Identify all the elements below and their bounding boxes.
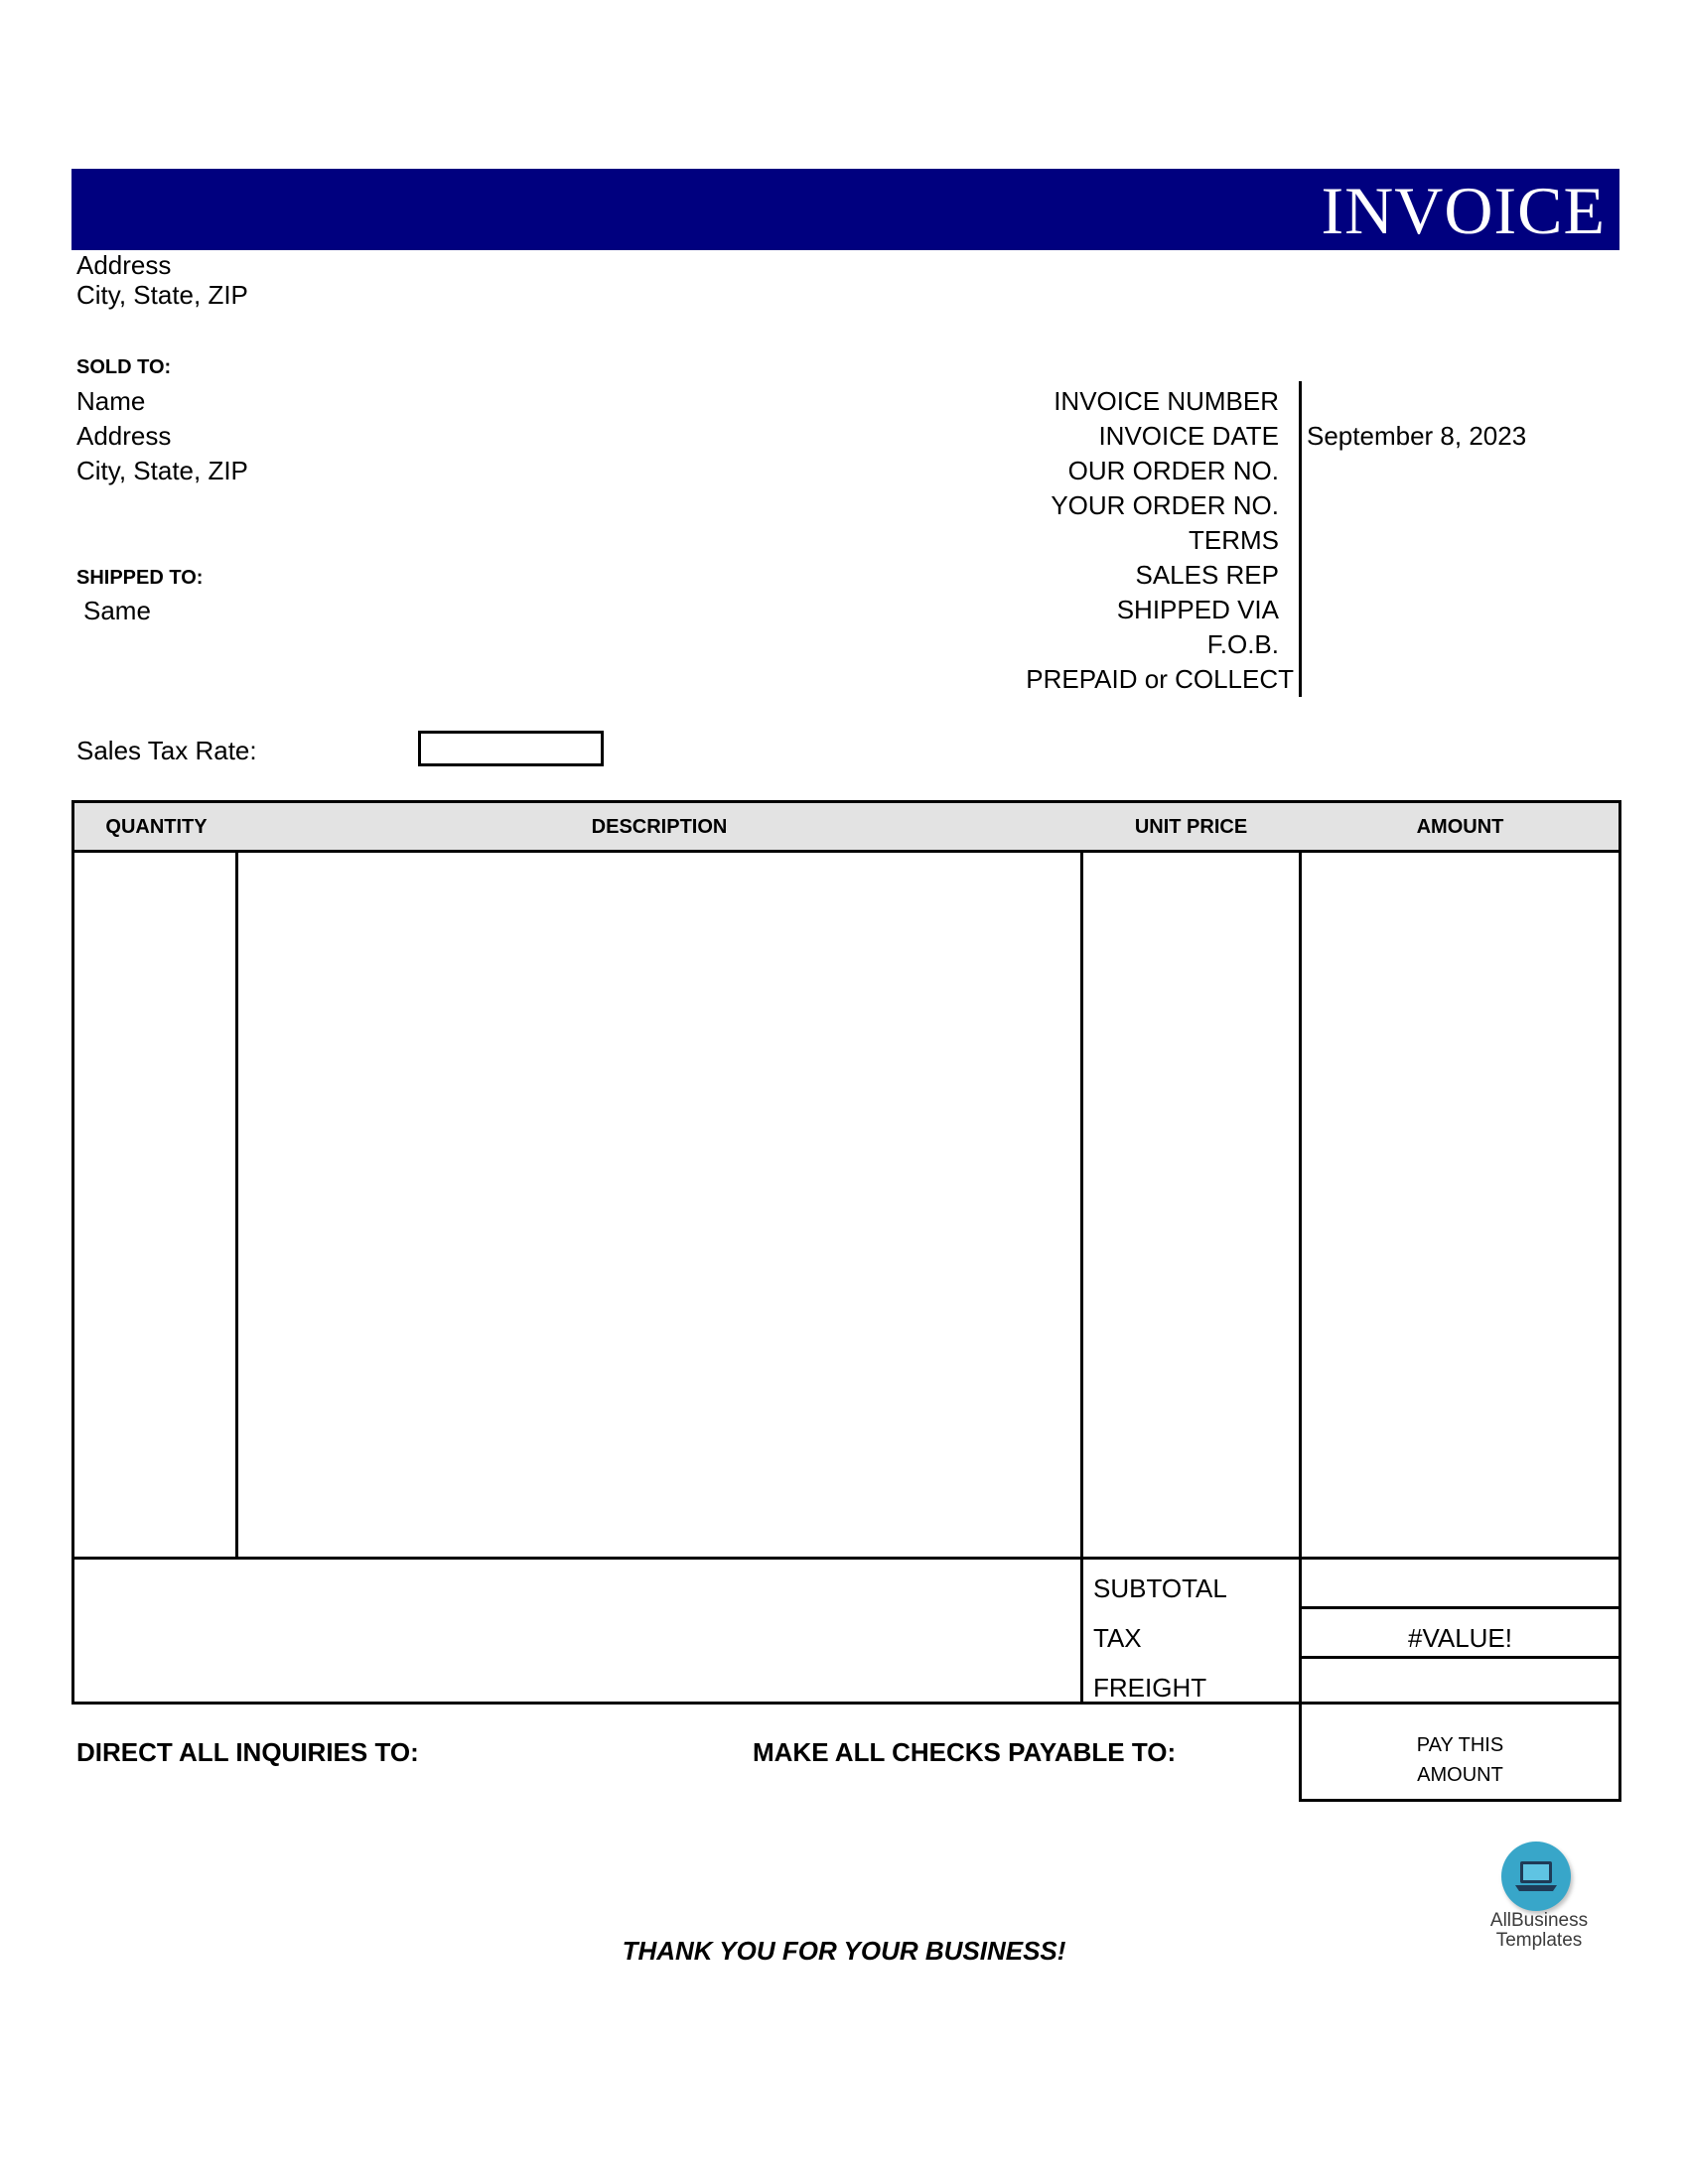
invoice-number-label: INVOICE NUMBER bbox=[1054, 386, 1279, 416]
sender-city-state-zip: City, State, ZIP bbox=[76, 280, 248, 310]
allbusiness-templates-logo bbox=[1479, 1842, 1599, 1959]
subtotal-value[interactable] bbox=[1302, 1560, 1618, 1606]
items-table-header bbox=[74, 803, 1618, 853]
unit-price-cell[interactable] bbox=[1083, 853, 1299, 1557]
freight-value[interactable] bbox=[1302, 1659, 1618, 1703]
our-order-no-label: OUR ORDER NO. bbox=[1067, 456, 1279, 485]
sales-tax-rate-label: Sales Tax Rate: bbox=[76, 736, 257, 765]
tax-value[interactable]: #VALUE! bbox=[1407, 1623, 1512, 1653]
sender-address: Address bbox=[76, 250, 172, 280]
column-header-description: DESCRIPTION bbox=[591, 816, 728, 838]
direct-inquiries-label: DIRECT ALL INQUIRIES TO: bbox=[76, 1737, 419, 1767]
invoice-date-label: INVOICE DATE bbox=[1098, 421, 1279, 451]
shipped-to-label: SHIPPED TO: bbox=[76, 567, 204, 589]
shipped-to-value: Same bbox=[83, 596, 151, 625]
meta-divider bbox=[1299, 381, 1302, 697]
column-header-amount: AMOUNT bbox=[1416, 816, 1504, 838]
invoice-title: INVOICE bbox=[1321, 173, 1606, 248]
sold-to-label: SOLD TO: bbox=[76, 356, 172, 378]
pay-this-label: PAY THIS bbox=[1416, 1734, 1504, 1756]
sales-tax-rate-input[interactable] bbox=[418, 731, 604, 766]
thank-you-message: THANK YOU FOR YOUR BUSINESS! bbox=[622, 1936, 1066, 1966]
sales-rep-label: SALES REP bbox=[1135, 560, 1279, 590]
subtotal-label: SUBTOTAL bbox=[1093, 1573, 1227, 1603]
column-header-unit-price: UNIT PRICE bbox=[1134, 816, 1248, 838]
laptop-icon bbox=[1501, 1842, 1571, 1911]
your-order-no-label: YOUR ORDER NO. bbox=[1051, 490, 1279, 520]
terms-label: TERMS bbox=[1189, 525, 1279, 555]
pay-amount-label: AMOUNT bbox=[1417, 1764, 1503, 1786]
fob-label: F.O.B. bbox=[1206, 629, 1279, 659]
sold-to-city-state-zip: City, State, ZIP bbox=[76, 456, 248, 485]
title-bar bbox=[71, 169, 1619, 250]
freight-label: FREIGHT bbox=[1093, 1673, 1207, 1703]
sold-to-name: Name bbox=[76, 386, 146, 416]
subtotal-rule bbox=[1302, 1606, 1618, 1609]
items-table bbox=[71, 800, 1621, 1705]
quantity-cell[interactable] bbox=[74, 853, 235, 1557]
pay-this-amount-box bbox=[1299, 1705, 1621, 1802]
brand-line-1: AllBusiness bbox=[1489, 1910, 1589, 1931]
description-cell[interactable] bbox=[238, 853, 1080, 1557]
sold-to-address: Address bbox=[76, 421, 172, 451]
brand-line-2: Templates bbox=[1495, 1930, 1583, 1951]
prepaid-or-collect-label: PREPAID or COLLECT bbox=[1026, 664, 1294, 694]
amount-cell[interactable] bbox=[1302, 853, 1618, 1557]
checks-payable-label: MAKE ALL CHECKS PAYABLE TO: bbox=[753, 1737, 1177, 1767]
brand-text bbox=[1479, 1911, 1599, 1951]
column-header-quantity: QUANTITY bbox=[105, 816, 208, 838]
shipped-via-label: SHIPPED VIA bbox=[1116, 595, 1279, 624]
tax-label: TAX bbox=[1093, 1623, 1142, 1653]
invoice-date-value[interactable]: September 8, 2023 bbox=[1307, 421, 1527, 451]
